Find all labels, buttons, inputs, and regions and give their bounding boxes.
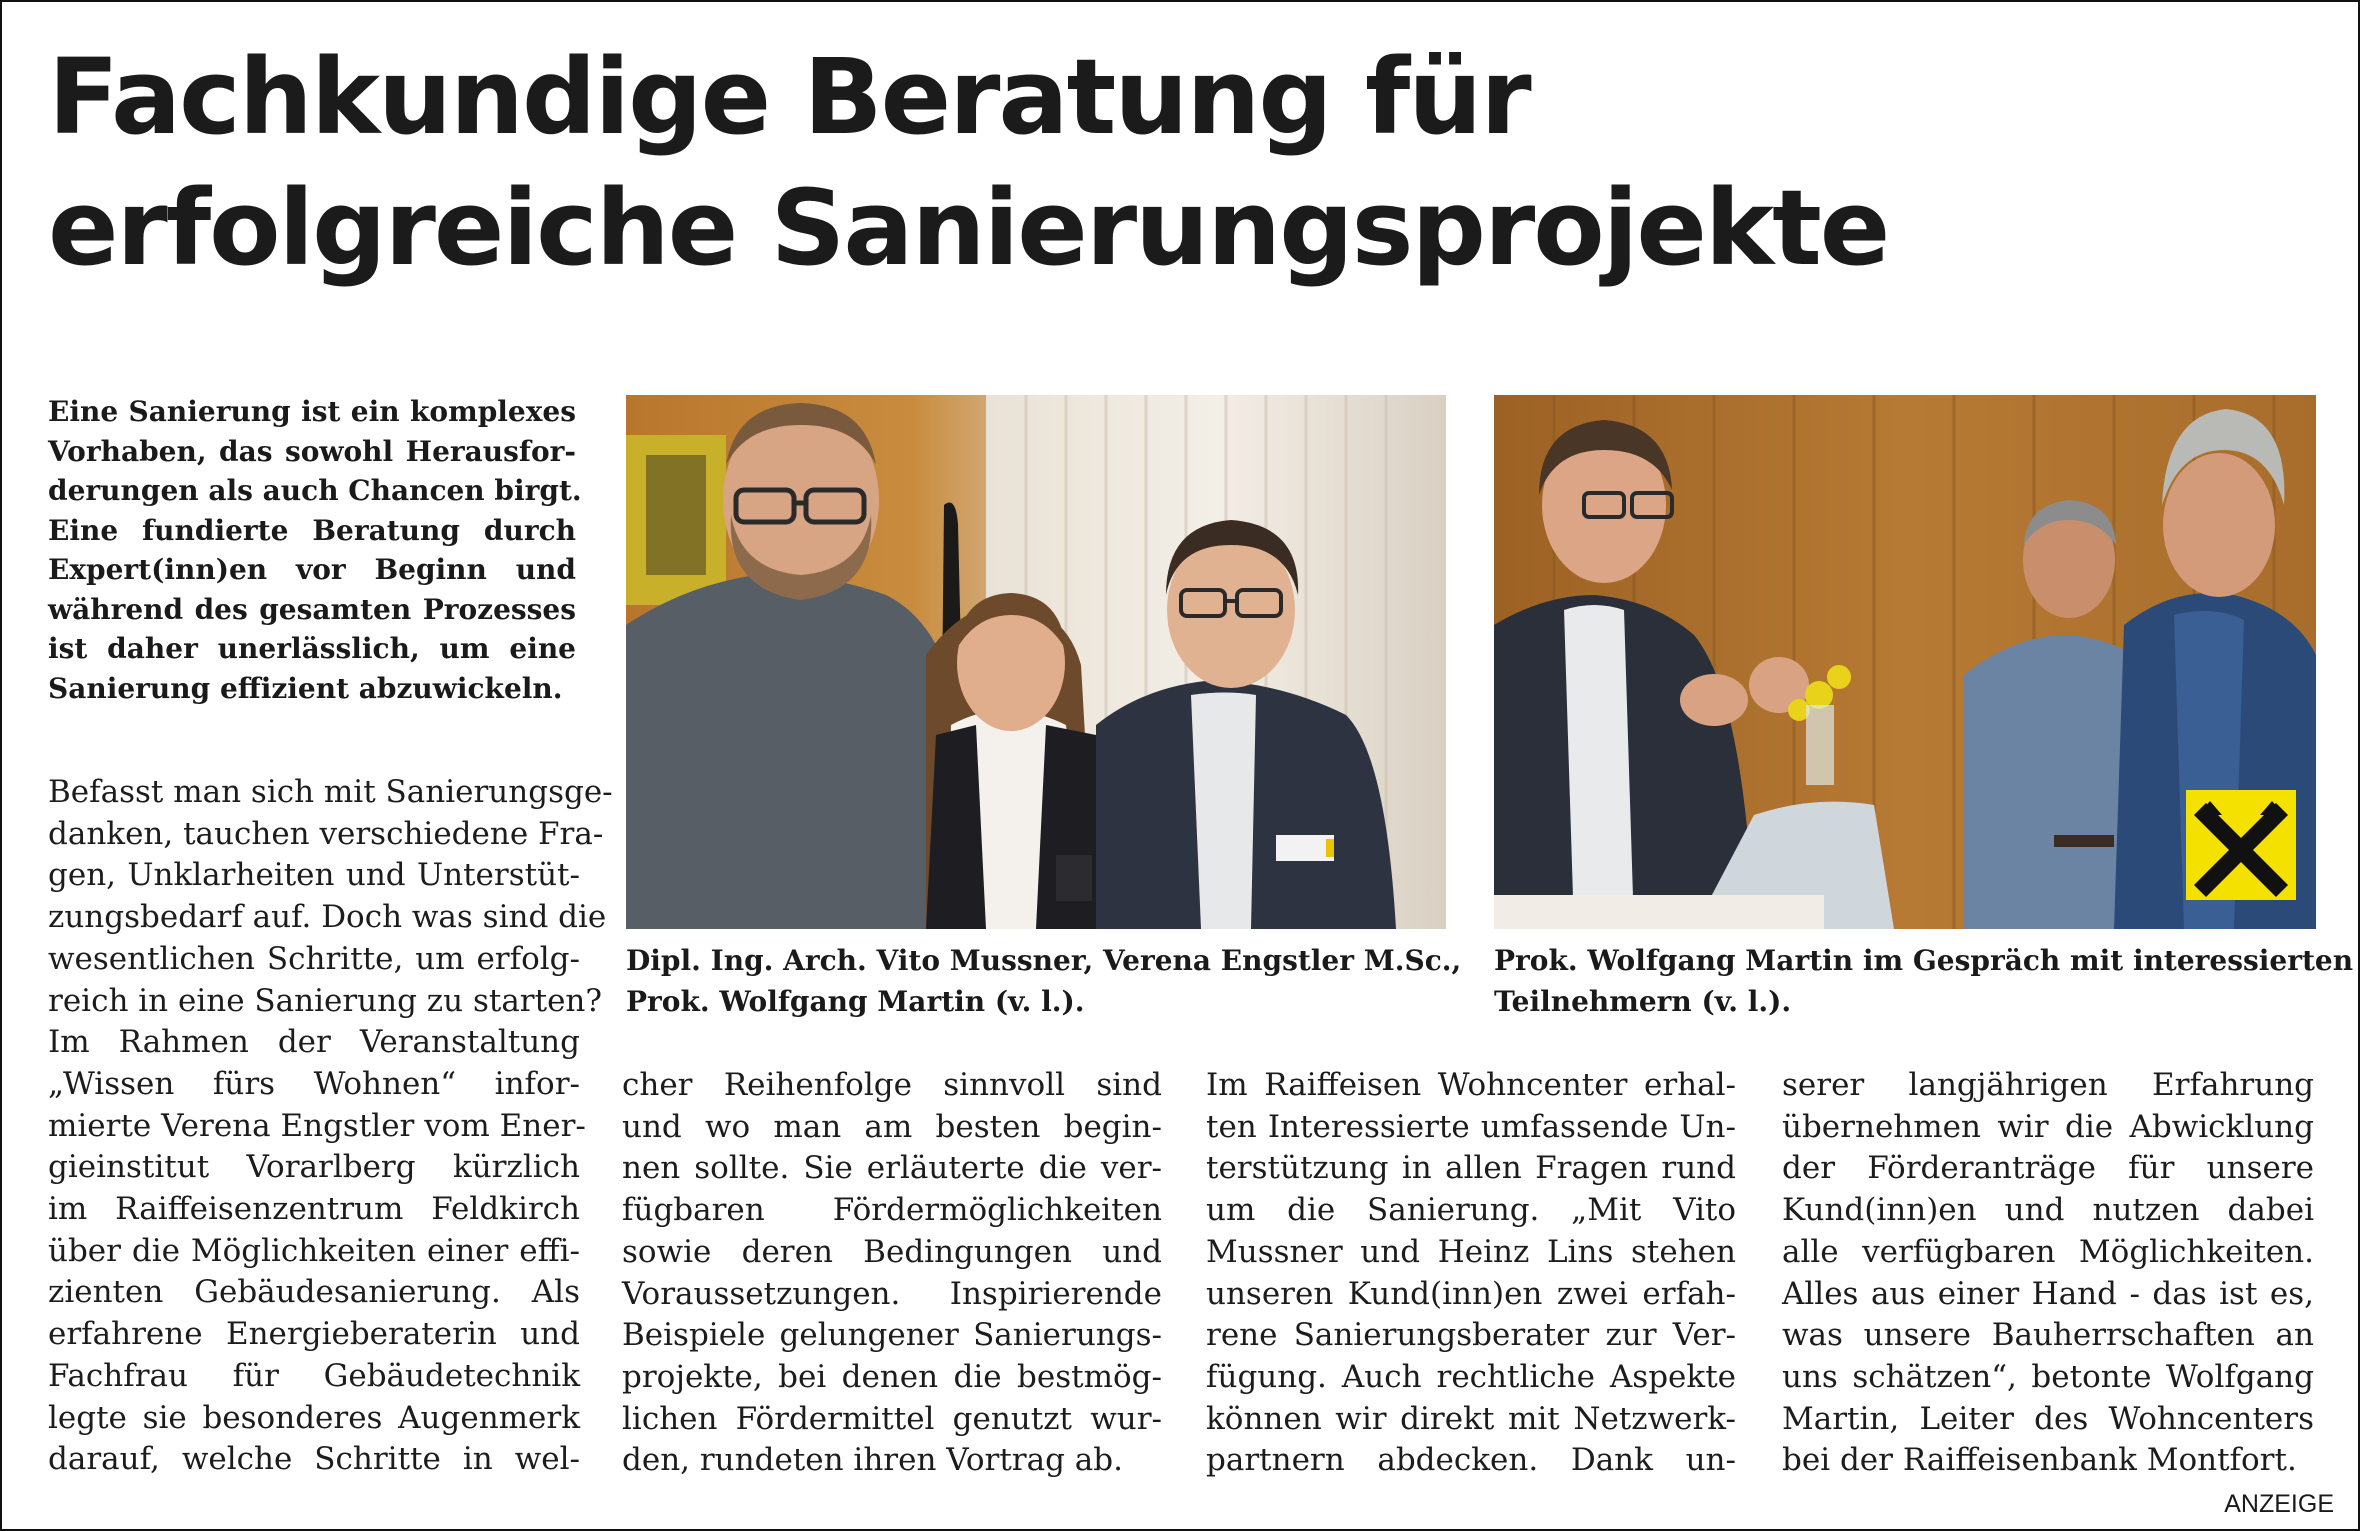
- body-line: was unsere Bauherrschaften an: [1782, 1317, 2314, 1354]
- body-line: legte sie besonderes Augenmerk: [48, 1399, 580, 1436]
- body-line: Kund(inn)en und nutzen dabei: [1782, 1192, 2314, 1229]
- body-line: Befasst man sich mit Sanierungsge-: [48, 774, 613, 810]
- photo-conversation: [1494, 395, 2316, 929]
- body-line: gieinstitut Vorarlberg kürzlich: [48, 1149, 580, 1186]
- body-column-1: [48, 772, 613, 1481]
- body-line: Im Rahmen der Veranstaltung: [48, 1024, 580, 1061]
- body-line: können wir direkt mit Netzwerk-: [1206, 1400, 1736, 1437]
- lead-line: Sanierung effizient abzuwickeln.: [48, 671, 563, 705]
- body-line: den, rundeten ihren Vortrag ab.: [622, 1442, 1123, 1479]
- caption-line: Teilnehmern (v. l.).: [1494, 985, 1792, 1018]
- body-column-4: [1782, 1065, 2314, 1482]
- body-line: rene Sanierungsberater zur Ver-: [1206, 1317, 1736, 1354]
- body-column-2: [622, 1065, 1162, 1482]
- body-line: ten Interessierte umfassende Un-: [1206, 1108, 1736, 1145]
- caption-line: Prok. Wolfgang Martin (v. l.).: [626, 985, 1085, 1018]
- body-line: lichen Fördermittel genutzt wur-: [622, 1400, 1162, 1437]
- body-line: über die Möglichkeiten einer effi-: [48, 1232, 580, 1269]
- body-line: Voraussetzungen. Inspirierende: [622, 1275, 1162, 1312]
- body-line: projekte, bei denen die bestmög-: [622, 1358, 1162, 1395]
- body-line: fügbaren Fördermöglichkeiten: [622, 1192, 1162, 1229]
- body-line: partnern abdecken. Dank un-: [1206, 1442, 1736, 1479]
- body-line: Mussner und Heinz Lins stehen: [1206, 1233, 1736, 1270]
- body-line: gen, Unklarheiten und Unterstüt-: [48, 857, 580, 894]
- body-line: danken, tauchen verschiedene Fra-: [48, 815, 604, 852]
- photo-caption-2: [1494, 940, 2354, 1022]
- body-line: darauf, welche Schritte in wel-: [48, 1441, 580, 1478]
- body-line: Martin, Leiter des Wohncenters: [1782, 1400, 2314, 1437]
- headline: [48, 32, 2328, 294]
- body-line: fügung. Auch rechtliche Aspekte: [1206, 1358, 1736, 1395]
- body-line: sowie deren Bedingungen und: [622, 1233, 1162, 1270]
- body-line: mierte Verena Engstler vom Ener-: [48, 1107, 586, 1144]
- body-line: im Raiffeisenzentrum Feldkirch: [48, 1191, 580, 1228]
- body-column-3: [1206, 1065, 1736, 1482]
- caption-line: Prok. Wolfgang Martin im Gespräch mit interessierten: [1494, 944, 2354, 977]
- headline-line-2: erfolgreiche Sanierungsprojekte: [48, 167, 1889, 289]
- body-line: wesentlichen Schritte, um erfolg-: [48, 940, 580, 977]
- lead-line: Eine Sanierung ist ein komplexes: [48, 395, 576, 428]
- body-line: nen sollte. Sie erläuterte die ver-: [622, 1150, 1162, 1187]
- body-line: terstützung in allen Fragen rund: [1206, 1150, 1736, 1187]
- photo-caption-1: [626, 940, 1462, 1022]
- body-line: unseren Kund(inn)en zwei erfah-: [1206, 1275, 1736, 1312]
- body-line: der Förderanträge für unsere: [1782, 1150, 2314, 1187]
- lead-line: Vorhaben, das sowohl Herausfor-: [48, 434, 576, 468]
- body-line: uns schätzen“, betonte Wolfgang: [1782, 1358, 2314, 1395]
- body-line: zungsbedarf auf. Doch was sind die: [48, 899, 607, 936]
- headline-line-1: Fachkundige Beratung für: [48, 36, 1530, 158]
- photo-group-portrait: [626, 395, 1446, 929]
- body-line: Alles aus einer Hand - das ist es,: [1782, 1275, 2314, 1312]
- lead-line: derungen als auch Chancen birgt.: [48, 474, 582, 507]
- body-line: und wo man am besten begin-: [622, 1108, 1162, 1145]
- body-line: Fachfrau für Gebäudetechnik: [48, 1357, 580, 1394]
- lead-line: ist daher unerlässlich, um eine: [48, 632, 576, 665]
- lead-line: Eine fundierte Beratung durch: [48, 513, 576, 547]
- raiffeisen-logo: [2186, 790, 2296, 900]
- body-line: bei der Raiffeisenbank Montfort.: [1782, 1442, 2297, 1479]
- photo-conversation-image: [1494, 395, 2316, 929]
- body-line: Im Raiffeisen Wohncenter erhal-: [1206, 1067, 1736, 1103]
- caption-line: Dipl. Ing. Arch. Vito Mussner, Verena Engstler M.Sc.,: [626, 944, 1462, 977]
- lead-line: während des gesamten Prozesses: [48, 592, 576, 626]
- lead-line: Expert(inn)en vor Beginn und: [48, 553, 576, 586]
- body-line: alle verfügbaren Möglichkeiten.: [1782, 1233, 2314, 1270]
- photo-group-portrait-image: [626, 395, 1446, 929]
- ad-label: ANZEIGE: [2224, 1490, 2334, 1518]
- body-line: um die Sanierung. „Mit Vito: [1206, 1192, 1736, 1229]
- body-line: Beispiele gelungener Sanierungs-: [622, 1317, 1162, 1354]
- body-line: übernehmen wir die Abwicklung: [1782, 1108, 2314, 1145]
- body-line: „Wissen fürs Wohnen“ infor-: [48, 1065, 580, 1102]
- body-line: serer langjährigen Erfahrung: [1782, 1067, 2314, 1103]
- lead-paragraph: [48, 392, 582, 708]
- body-line: cher Reihenfolge sinnvoll sind: [622, 1067, 1162, 1103]
- body-line: reich in eine Sanierung zu starten?: [48, 982, 603, 1019]
- body-line: zienten Gebäudesanierung. Als: [48, 1274, 580, 1311]
- body-line: erfahrene Energieberaterin und: [48, 1316, 580, 1353]
